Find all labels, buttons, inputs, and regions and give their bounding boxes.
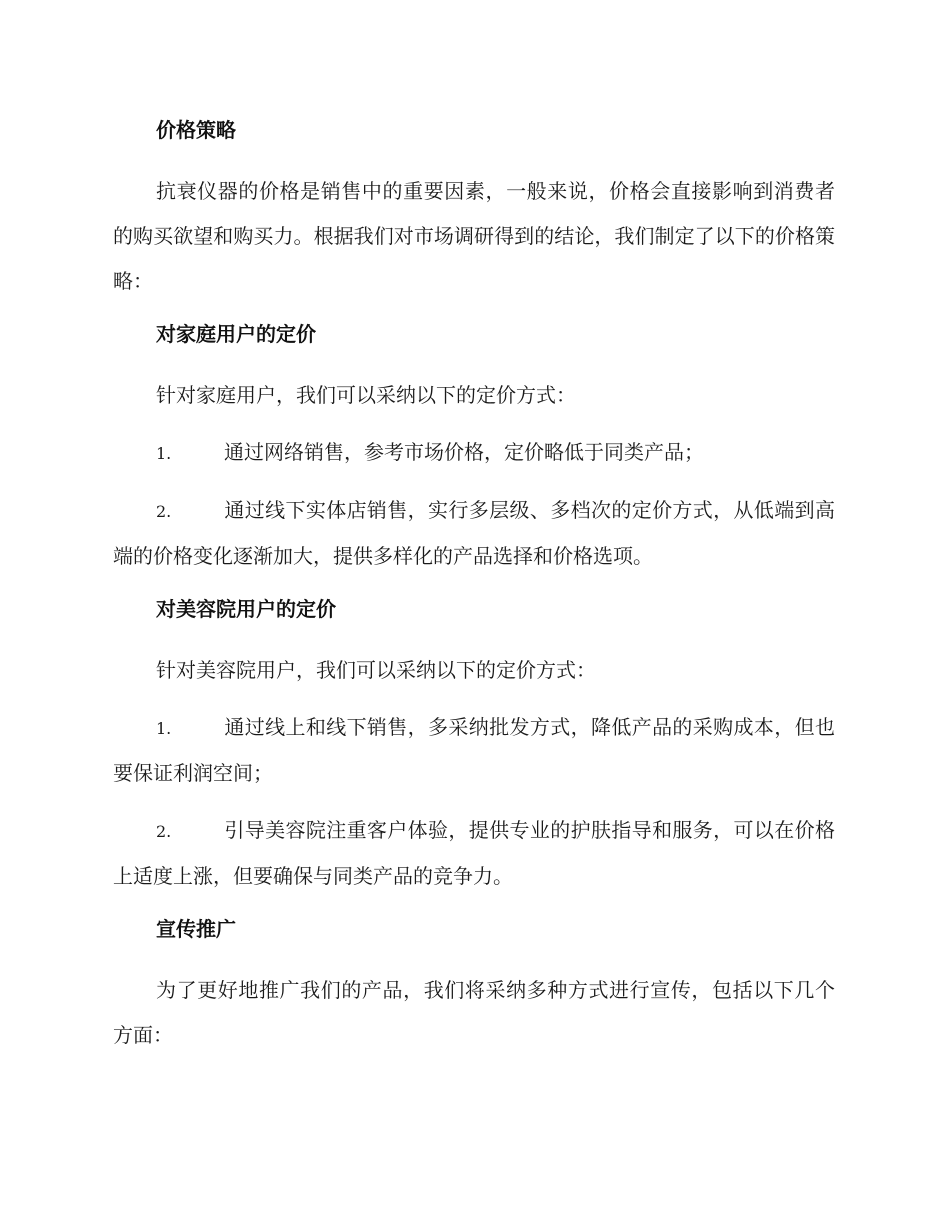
list-item <box>113 488 835 579</box>
list-item-number: 2. <box>156 822 172 841</box>
list-item-text: 通过线下实体店销售，实行多层级、多档次的定价方式，从低端到高端的价格变化逐渐加大，提供多样化的产品选择和价格选项。 <box>113 498 835 568</box>
section-heading-promotion: 宣传推广 <box>156 917 236 941</box>
home-users-intro: 针对家庭用户，我们可以采纳以下的定价方式： <box>156 383 576 407</box>
list-item-text: 引导美容院注重客户体验，提供专业的护肤指导和服务，可以在价格上适度上涨，但要确保与同类产品的竞争力。 <box>113 818 835 888</box>
list-item <box>113 705 835 796</box>
salon-users-intro: 针对美容院用户，我们可以采纳以下的定价方式： <box>156 658 596 682</box>
section-heading-pricing-strategy: 价格策略 <box>156 118 236 142</box>
list-item-number: 1. <box>156 444 172 463</box>
list-item-number: 2. <box>156 502 172 521</box>
list-item-text: 通过网络销售，参考市场价格，定价略低于同类产品； <box>224 440 704 464</box>
list-item-text: 通过线上和线下销售，多采纳批发方式，降低产品的采购成本，但也要保证利润空间； <box>113 715 835 785</box>
section-heading-home-users: 对家庭用户的定价 <box>156 322 316 346</box>
document-body <box>113 112 835 1070</box>
list-item <box>113 430 835 476</box>
promotion-intro: 为了更好地推广我们的产品，我们将采纳多种方式进行宣传，包括以下几个方面： <box>113 978 835 1047</box>
list-item-number: 1. <box>156 719 172 738</box>
section-heading-salon-users: 对美容院用户的定价 <box>156 597 336 621</box>
pricing-strategy-intro: 抗衰仪器的价格是销售中的重要因素，一般来说，价格会直接影响到消费者的购买欲望和购买力。根据我们对市场调研得到的结论，我们制定了以下的价格策略： <box>113 179 835 293</box>
list-item <box>113 808 835 899</box>
